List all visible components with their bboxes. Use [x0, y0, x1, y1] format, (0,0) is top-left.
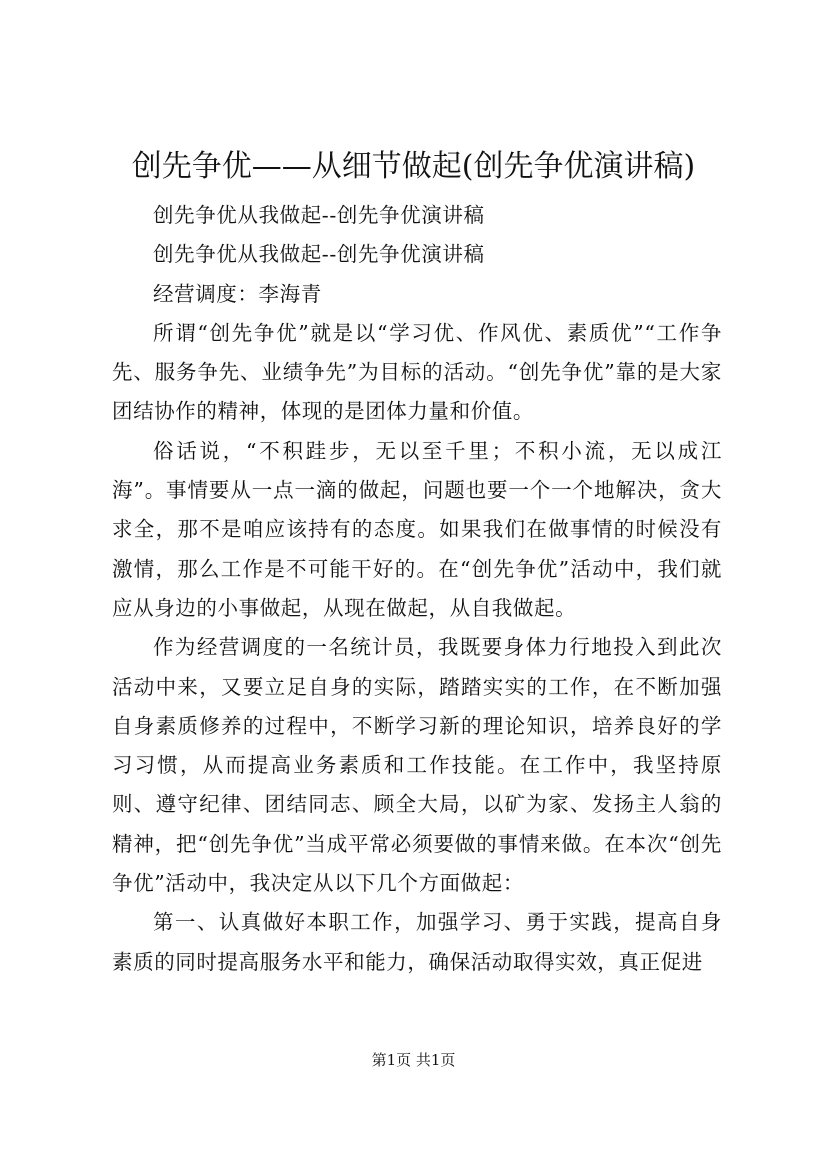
document-title: 创先争优——从细节做起(创先争优演讲稿) — [131, 149, 696, 184]
paragraph-subtitle-1: 创先争优从我做起--创先争优演讲稿 — [153, 203, 485, 227]
document-body — [112, 196, 722, 982]
paragraph-definition: 所谓“创先争优”就是以“学习优、作风优、素质优”“工作争先、服务争先、业绩争先”为目标的活动。“创先争优”靠的是大家团结协作的精神，体现的是团体力量和价值。 — [112, 320, 722, 424]
paragraph-role: 作为经营调度的一名统计员，我既要身体力行地投入到此次活动中来，又要立足自身的实际，踏踏实实的工作，在不断加强自身素质修养的过程中，不断学习新的理论知识，培养良好的学习习惯，从而提高业务素质和工作技能。在工作中，我坚持原则、遵守纪律、团结同志、顾全大局，以矿为家、发扬主人翁的精神，把“创先争优”当成平常必须要做的事情来做。在本次“创先争优”活动中，我决定从以下几个方面做起： — [112, 635, 722, 896]
paragraph-author: 经营调度：李海青 — [153, 281, 322, 306]
page-footer: 第1页 共1页 — [371, 1051, 456, 1069]
paragraph-proverb: 俗话说，“不积跬步，无以至千里；不积小流，无以成江海”。事情要从一点一滴的做起，问题也要一个一个地解决，贪大求全，那不是咱应该持有的态度。如果我们在做事情的时候没有激情，那么工作是不可能干好的。在“创先争优”活动中，我们就应从身边的小事做起，从现在做起，从自我做起。 — [112, 438, 722, 620]
paragraph-subtitle-2: 创先争优从我做起--创先争优演讲稿 — [153, 242, 485, 267]
paragraph-first-point: 第一、认真做好本职工作，加强学习、勇于实践，提高自身素质的同时提高服务水平和能力，确保活动取得实效，真正促进 — [112, 910, 722, 974]
